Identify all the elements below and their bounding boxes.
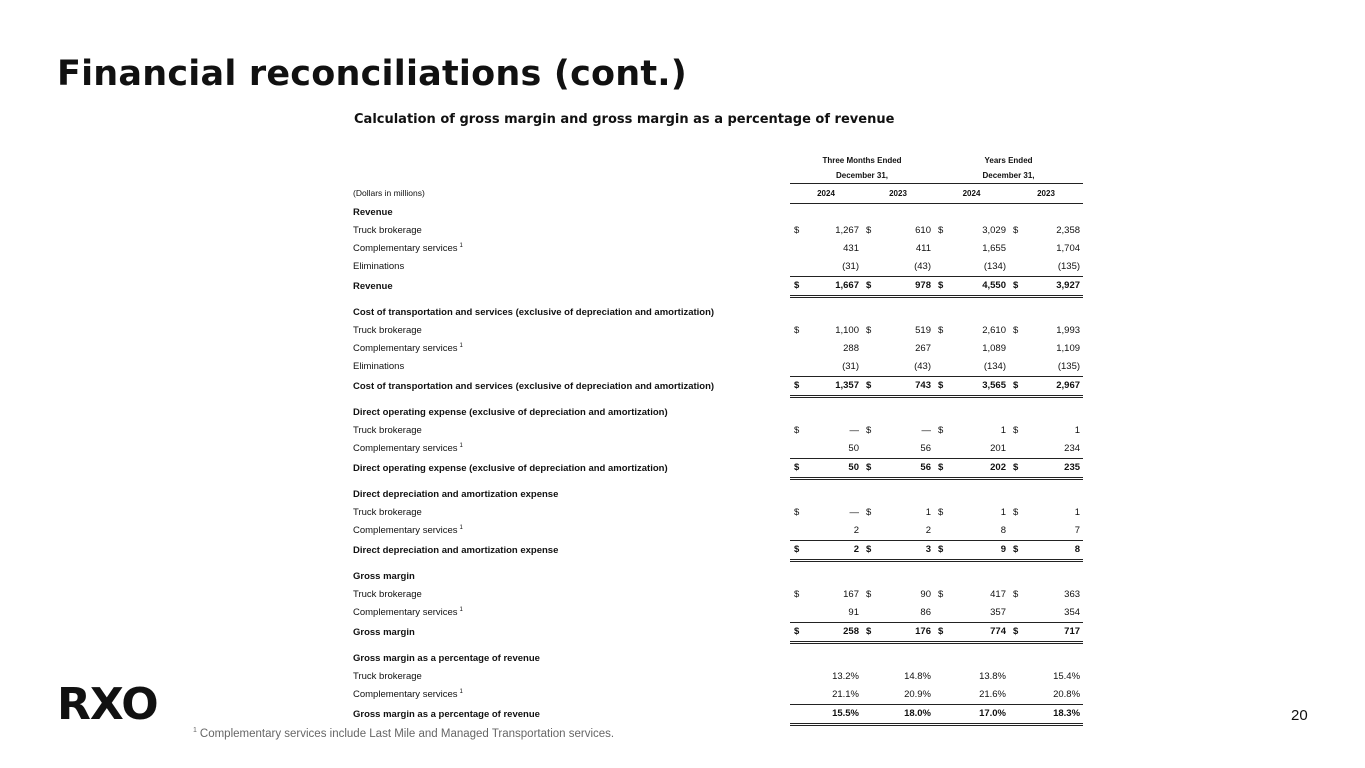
row-label [350, 258, 790, 277]
total-value: 56 [880, 459, 934, 479]
total-value: 3 [880, 541, 934, 561]
currency-symbol: $ [794, 425, 800, 436]
total-value: 258 [808, 623, 862, 643]
value-cell: 1,267 [835, 225, 859, 236]
table-row [350, 668, 1083, 686]
value-cell: 357 [952, 604, 1009, 623]
currency-symbol [1009, 440, 1027, 459]
currency-symbol: $ [1009, 623, 1027, 643]
currency-symbol [934, 522, 952, 541]
currency-symbol [934, 705, 952, 725]
value-cell: 91 [808, 604, 862, 623]
total-row [350, 277, 1083, 297]
currency-symbol [1009, 686, 1027, 705]
currency-symbol [862, 522, 880, 541]
currency-symbol [862, 668, 880, 686]
currency-symbol: $ [866, 507, 872, 518]
total-value: 3,565 [952, 377, 1009, 397]
value-cell: (31) [808, 258, 862, 277]
row-label-text: Complementary services [353, 443, 458, 455]
currency-symbol: $ [938, 225, 944, 236]
currency-symbol: $ [1013, 425, 1019, 436]
total-row [350, 623, 1083, 643]
footnote-ref: 1 [459, 607, 463, 614]
spacer-cell [350, 297, 1083, 305]
total-label: Cost of transportation and services (exclusive of depreciation and amortization) [353, 380, 715, 392]
currency-symbol: $ [938, 589, 944, 600]
value-cell: 1 [1074, 507, 1081, 518]
year-header: 2024 [790, 184, 862, 204]
table-subtitle: Calculation of gross margin and gross margin as a percentage of revenue [354, 112, 895, 127]
total-label: Direct operating expense (exclusive of depreciation and amortization) [353, 462, 668, 474]
spacer-cell [350, 397, 1083, 405]
spacer-row [350, 479, 1083, 487]
value-cell: 354 [1027, 604, 1083, 623]
value-cell: 56 [880, 440, 934, 459]
value-cell: 417 [990, 589, 1006, 600]
row-label [350, 586, 790, 604]
currency-symbol [1009, 358, 1027, 377]
three-months-header: Three Months Ended [822, 156, 902, 165]
row-label [350, 504, 790, 522]
currency-symbol [934, 686, 952, 705]
row-label [350, 358, 790, 377]
footnote-ref: 1 [459, 443, 463, 450]
footnote-text: Complementary services include Last Mile and Managed Transportation services. [199, 728, 615, 740]
column-header-row [350, 184, 1083, 204]
row-label-text: Complementary services [353, 525, 458, 537]
value-cell: 1 [1074, 425, 1081, 436]
currency-symbol [862, 604, 880, 623]
spacer-cell [350, 479, 1083, 487]
value-cell: 3,029 [982, 225, 1006, 236]
group-header-row-2 [350, 168, 1083, 184]
value-cell: — [921, 425, 931, 436]
spacer-row [350, 561, 1083, 569]
currency-symbol: $ [862, 377, 880, 397]
value-cell: 1 [1000, 507, 1006, 518]
table-row [350, 586, 1083, 604]
currency-symbol [790, 686, 808, 705]
group-header-row [350, 154, 1083, 168]
spacer-row [350, 643, 1083, 651]
row-label [350, 604, 790, 623]
row-label-text: Truck brokerage [353, 325, 422, 336]
currency-symbol: $ [790, 377, 808, 397]
total-value: 2,967 [1027, 377, 1083, 397]
currency-symbol: $ [1013, 507, 1019, 518]
value-cell: 21.6% [952, 686, 1009, 705]
value-cell: (135) [1027, 258, 1083, 277]
section-title: Direct depreciation and amortization expense [353, 489, 559, 500]
currency-symbol: $ [866, 425, 872, 436]
currency-symbol: $ [938, 425, 944, 436]
row-label [350, 522, 790, 541]
currency-symbol [1009, 240, 1027, 258]
rxo-logo: RXO [57, 679, 158, 730]
currency-symbol: $ [790, 541, 808, 561]
total-value: 1,357 [808, 377, 862, 397]
table-row [350, 222, 1083, 240]
value-cell: (135) [1027, 358, 1083, 377]
total-value: 176 [880, 623, 934, 643]
currency-symbol: $ [1009, 377, 1027, 397]
total-value: 235 [1027, 459, 1083, 479]
row-label-text: Truck brokerage [353, 225, 422, 236]
currency-symbol: $ [1009, 459, 1027, 479]
row-label [350, 222, 790, 240]
year-header: 2024 [934, 184, 1009, 204]
total-row [350, 705, 1083, 725]
table-row [350, 504, 1083, 522]
currency-symbol [934, 668, 952, 686]
row-label [350, 322, 790, 340]
row-label-text: Eliminations [353, 361, 405, 373]
currency-symbol: $ [866, 225, 872, 236]
currency-symbol: $ [934, 541, 952, 561]
currency-symbol: $ [934, 377, 952, 397]
footnote-ref: 1 [459, 689, 463, 696]
total-value: 774 [952, 623, 1009, 643]
section-header-row [350, 650, 1083, 668]
spacer-row [350, 397, 1083, 405]
value-cell: 1,655 [982, 243, 1006, 254]
currency-symbol: $ [1013, 225, 1019, 236]
value-cell: 2,358 [1056, 225, 1081, 236]
total-value: 50 [808, 459, 862, 479]
currency-symbol [934, 258, 952, 277]
section-header-row [350, 404, 1083, 422]
currency-symbol: $ [866, 325, 872, 336]
footnote-marker: 1 [193, 727, 197, 735]
currency-symbol [862, 240, 880, 258]
value-cell: 267 [915, 343, 931, 354]
page-number: 20 [1291, 707, 1308, 724]
table-row [350, 686, 1083, 705]
currency-symbol [790, 440, 808, 459]
currency-symbol: $ [938, 325, 944, 336]
section-title: Revenue [353, 207, 393, 218]
value-cell: 2 [808, 522, 862, 541]
section-title: Gross margin as a percentage of revenue [353, 653, 540, 664]
spacer-row [350, 297, 1083, 305]
total-value: 4,550 [952, 277, 1009, 297]
years-header: Years Ended [984, 156, 1033, 165]
currency-symbol [934, 340, 952, 358]
table-row [350, 422, 1083, 440]
total-value: 9 [952, 541, 1009, 561]
value-cell: (43) [880, 258, 934, 277]
currency-symbol [862, 340, 880, 358]
value-cell: 21.1% [808, 686, 862, 705]
currency-symbol: $ [790, 459, 808, 479]
value-cell: (31) [808, 358, 862, 377]
total-row [350, 541, 1083, 561]
slide-title: Financial reconciliations (cont.) [57, 54, 688, 94]
total-value: 2 [808, 541, 862, 561]
value-cell: 234 [1027, 440, 1083, 459]
table-body [350, 154, 1083, 725]
total-label: Revenue [353, 280, 393, 292]
table-row [350, 358, 1083, 377]
table-row [350, 340, 1083, 358]
year-header: 2023 [1009, 184, 1083, 204]
value-cell: — [849, 507, 859, 518]
value-cell: 610 [915, 225, 931, 236]
footnote-ref: 1 [459, 342, 463, 349]
value-cell: 13.8% [979, 671, 1006, 682]
total-row [350, 459, 1083, 479]
total-label: Gross margin as a percentage of revenue [353, 708, 540, 720]
value-cell: (43) [880, 358, 934, 377]
currency-symbol [790, 668, 808, 686]
value-cell: 2,610 [982, 325, 1006, 336]
total-value: 3,927 [1027, 277, 1083, 297]
spacer-cell [350, 643, 1083, 651]
total-label: Direct depreciation and amortization expense [353, 544, 559, 556]
currency-symbol [790, 522, 808, 541]
total-value: 18.0% [880, 705, 934, 725]
currency-symbol: $ [862, 541, 880, 561]
currency-symbol [934, 358, 952, 377]
total-value: 202 [952, 459, 1009, 479]
value-cell: 1,993 [1056, 325, 1081, 336]
currency-symbol [1009, 340, 1027, 358]
value-cell: 411 [915, 243, 931, 254]
table-row [350, 522, 1083, 541]
table-row [350, 258, 1083, 277]
row-label-text: Truck brokerage [353, 425, 422, 436]
value-cell: 50 [808, 440, 862, 459]
currency-symbol: $ [934, 623, 952, 643]
table-row [350, 322, 1083, 340]
currency-symbol [1009, 604, 1027, 623]
table-row [350, 240, 1083, 258]
currency-symbol [790, 358, 808, 377]
total-value: 17.0% [952, 705, 1009, 725]
total-value: 8 [1027, 541, 1083, 561]
value-cell: 1,089 [982, 343, 1006, 354]
currency-symbol [1009, 258, 1027, 277]
footnote-ref: 1 [459, 242, 463, 249]
currency-symbol: $ [794, 589, 800, 600]
value-cell: 1,100 [835, 325, 859, 336]
value-cell: 13.2% [832, 671, 859, 682]
section-title: Cost of transportation and services (exclusive of depreciation and amortization) [353, 307, 715, 318]
total-value: 1,667 [808, 277, 862, 297]
row-label-text: Truck brokerage [353, 671, 422, 682]
footnote [193, 728, 614, 740]
total-value: 15.5% [808, 705, 862, 725]
currency-symbol: $ [934, 277, 952, 297]
gross-margin-table [350, 154, 1083, 726]
value-cell: 1 [925, 507, 931, 518]
table-row [350, 440, 1083, 459]
currency-symbol [862, 705, 880, 725]
total-value: 717 [1027, 623, 1083, 643]
value-cell: 1 [1000, 425, 1006, 436]
section-title: Direct operating expense (exclusive of depreciation and amortization) [353, 407, 668, 418]
row-label [350, 240, 790, 258]
currency-symbol: $ [794, 507, 800, 518]
currency-symbol [862, 440, 880, 459]
currency-symbol [790, 258, 808, 277]
currency-symbol [934, 440, 952, 459]
value-cell: 167 [843, 589, 859, 600]
currency-symbol [790, 604, 808, 623]
value-cell: 1,109 [1056, 343, 1081, 354]
unit-label: (Dollars in millions) [353, 188, 425, 198]
value-cell: 90 [920, 589, 931, 600]
currency-symbol [1009, 705, 1027, 725]
currency-symbol [790, 340, 808, 358]
row-label-text: Eliminations [353, 261, 405, 273]
currency-symbol: $ [866, 589, 872, 600]
value-cell: 86 [880, 604, 934, 623]
currency-symbol: $ [1009, 541, 1027, 561]
value-cell: 201 [952, 440, 1009, 459]
currency-symbol [1009, 668, 1027, 686]
value-cell: 20.9% [880, 686, 934, 705]
value-cell: 14.8% [904, 671, 931, 682]
row-label-text: Complementary services [353, 343, 458, 354]
currency-symbol: $ [862, 277, 880, 297]
currency-symbol [934, 604, 952, 623]
total-label: Gross margin [353, 626, 415, 638]
section-header-row [350, 304, 1083, 322]
value-cell: 2 [880, 522, 934, 541]
value-cell: 431 [843, 243, 859, 254]
row-label [350, 422, 790, 440]
currency-symbol: $ [794, 325, 800, 336]
currency-symbol: $ [938, 507, 944, 518]
value-cell: 519 [915, 325, 931, 336]
row-label-text: Truck brokerage [353, 507, 422, 518]
currency-symbol: $ [790, 623, 808, 643]
currency-symbol [790, 240, 808, 258]
year-header: 2023 [862, 184, 934, 204]
row-label [350, 668, 790, 686]
section-header-row [350, 486, 1083, 504]
value-cell: (134) [952, 258, 1009, 277]
value-cell: 15.4% [1053, 671, 1081, 682]
currency-symbol [862, 258, 880, 277]
value-cell: (134) [952, 358, 1009, 377]
currency-symbol [1009, 522, 1027, 541]
value-cell: 288 [843, 343, 859, 354]
total-value: 978 [880, 277, 934, 297]
currency-symbol: $ [934, 459, 952, 479]
footnote-ref: 1 [459, 525, 463, 532]
currency-symbol [862, 358, 880, 377]
row-label-text: Complementary services [353, 243, 458, 254]
row-label-text: Complementary services [353, 607, 458, 619]
spacer-cell [350, 561, 1083, 569]
section-header-row [350, 204, 1083, 223]
value-cell: 1,704 [1056, 243, 1081, 254]
value-cell: 20.8% [1027, 686, 1083, 705]
total-row [350, 377, 1083, 397]
value-cell: 7 [1027, 522, 1083, 541]
three-months-date: December 31, [790, 168, 934, 184]
value-cell: 8 [952, 522, 1009, 541]
total-value: 743 [880, 377, 934, 397]
currency-symbol: $ [1013, 325, 1019, 336]
value-cell: 363 [1064, 589, 1081, 600]
currency-symbol: $ [862, 623, 880, 643]
years-date: December 31, [934, 168, 1083, 184]
currency-symbol: $ [794, 225, 800, 236]
currency-symbol: $ [1009, 277, 1027, 297]
value-cell: — [849, 425, 859, 436]
section-header-row [350, 568, 1083, 586]
currency-symbol [790, 705, 808, 725]
row-label [350, 686, 790, 705]
currency-symbol [862, 686, 880, 705]
total-value: 18.3% [1027, 705, 1083, 725]
row-label [350, 340, 790, 358]
currency-symbol: $ [1013, 589, 1019, 600]
currency-symbol: $ [862, 459, 880, 479]
currency-symbol: $ [790, 277, 808, 297]
currency-symbol [934, 240, 952, 258]
row-label-text: Truck brokerage [353, 589, 422, 600]
section-title: Gross margin [353, 571, 415, 582]
row-label [350, 440, 790, 459]
table-row [350, 604, 1083, 623]
row-label-text: Complementary services [353, 689, 458, 701]
